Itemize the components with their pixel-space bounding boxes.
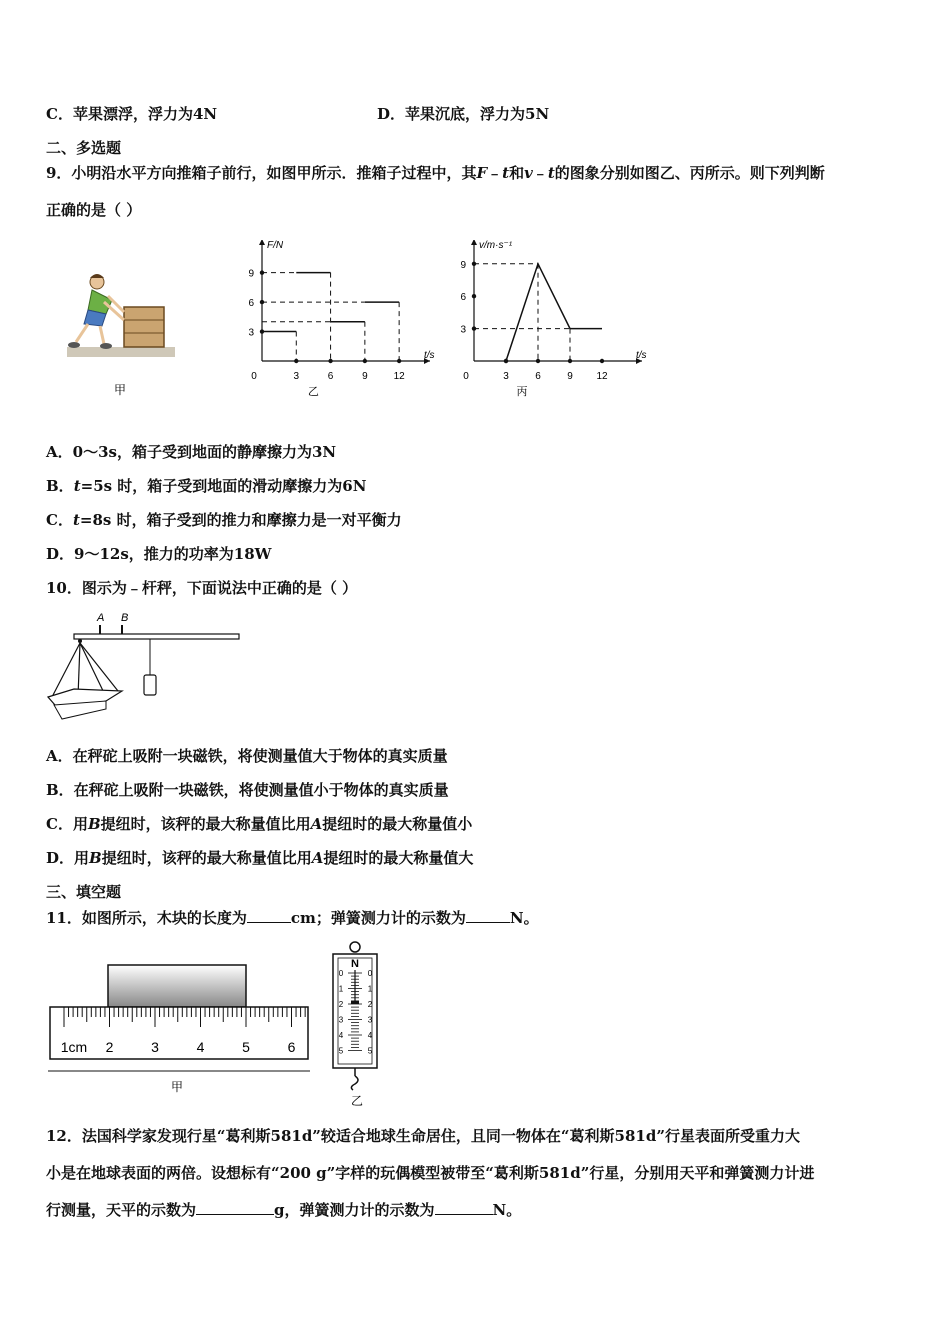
y-tick-label: 6 (248, 298, 254, 310)
x-tick-label: 12 (393, 371, 405, 382)
ruler (50, 1007, 308, 1059)
q9-stem-line1: 9．小明沿水平方向推箱子前行，如图甲所示．推箱子过程中，其F﹣t和v﹣t的图象分别如图乙、丙所示。则下列判断 (46, 164, 825, 182)
y-tick-label: 6 (460, 292, 466, 304)
q10-stem: 10．图示为﹣杆秤，下面说法中正确的是（ ） (46, 579, 358, 597)
scale-label-left: 3 (338, 1015, 344, 1025)
scale-label-left: 0 (338, 969, 344, 978)
scale-label-right: 2 (367, 1000, 373, 1009)
q10-option-d: D．用B提纽时，该秤的最大称量值比用A提纽时的最大称量值大 (46, 849, 474, 867)
ruler-label: 3 (151, 1039, 159, 1055)
x-tick-dot (328, 359, 332, 363)
v-t-graph (452, 240, 652, 405)
y-axis-label: v/m·s⁻¹ (479, 240, 513, 251)
section-heading-fill-blank: 三、填空题 (46, 883, 122, 901)
label-a: A (97, 612, 105, 624)
ruler-label: 5 (242, 1039, 250, 1055)
y-tick-label: 9 (460, 259, 466, 271)
x-tick-label: 9 (567, 371, 573, 382)
x-tick-label: 3 (503, 371, 509, 382)
boy-pushing-box-figure (62, 270, 182, 400)
q10-option-a: A．在秤砣上吸附一块磁铁，将使测量值大于物体的真实质量 (46, 747, 448, 765)
y-axis-arrow (259, 240, 265, 245)
x-tick-label: 6 (535, 371, 541, 382)
y-tick-label: 3 (248, 327, 254, 339)
start-point (504, 359, 508, 363)
q12-blank-spring-scale[interactable] (435, 1200, 493, 1215)
q11-blank-force[interactable] (466, 908, 510, 923)
x-tick-label: 3 (293, 371, 300, 382)
ruler-caption: 甲 (170, 1080, 184, 1094)
x-tick-label: 9 (362, 371, 368, 382)
counterweight (144, 675, 156, 695)
scale-label-right: 1 (367, 984, 373, 994)
section-heading-multiple-choice: 二、多选题 (46, 139, 122, 157)
steelyard-beam (74, 634, 239, 639)
x-axis-label: t/s (424, 350, 435, 361)
wooden-block (108, 965, 246, 1007)
q12-stem-line1: 12．法国科学家发现行星“葛利斯581d”较适合地球生命居住，且同一物体在“葛利斯581d”行星表面所受重力大 (46, 1127, 800, 1145)
y-axis-label: F/N (267, 240, 284, 251)
ruler-label: 4 (196, 1039, 205, 1055)
scale-label-right: 5 (367, 1046, 373, 1056)
f-t-graph (240, 240, 440, 405)
scale-label-right: 3 (367, 1015, 373, 1025)
ground (67, 347, 175, 357)
ruler-label: 6 (287, 1039, 296, 1055)
scale-label-left: 4 (338, 1031, 344, 1040)
q9-stem-line2: 正确的是（ ） (46, 201, 142, 219)
scale-ring (350, 942, 360, 952)
q9-option-a: A．0～3s，箱子受到地面的静摩擦力为3N (46, 443, 337, 461)
x-axis-label: t/s (636, 350, 647, 361)
scale-label-right: 0 (367, 969, 373, 978)
q11-stem: 11．如图所示，木块的长度为 cm；弹簧测力计的示数为 N。 (46, 909, 539, 927)
graph-caption: 乙 (307, 386, 319, 398)
scale-pointer (351, 1001, 359, 1004)
scale-hook (351, 1076, 358, 1090)
q12-stem-line2: 小是在地球表面的两倍。设想标有“200 g”字样的玩偶模型被带至“葛利斯581d”行星，分别用天平和弹簧测力计进 (46, 1164, 815, 1182)
q11-blank-length[interactable] (247, 908, 291, 923)
y-tick-label: 3 (460, 324, 466, 336)
y-tick-label: 9 (248, 268, 254, 280)
spring-scale-figure (328, 940, 384, 1110)
q8-option-c: C．苹果漂浮，浮力为4N (46, 105, 218, 123)
ruler-label: 2 (105, 1039, 114, 1055)
x-tick-label: 0 (251, 371, 257, 382)
boy-icon (68, 274, 124, 349)
q12-blank-balance[interactable] (196, 1200, 274, 1215)
scale-label-left: 2 (338, 1000, 344, 1009)
q8-option-d: D．苹果沉底，浮力为5N (377, 105, 550, 123)
label-b: B (121, 612, 129, 624)
q9-option-b: B．t=5s 时，箱子受到地面的滑动摩擦力为6N (46, 477, 367, 495)
graph-caption: 丙 (516, 386, 528, 398)
x-tick-dot (600, 359, 604, 363)
y-axis-arrow (471, 240, 477, 245)
scale-label-right: 4 (367, 1031, 373, 1040)
scale-label-left: 1 (338, 984, 344, 994)
scale-label-left: 5 (338, 1046, 344, 1056)
fig-jia-caption: 甲 (113, 383, 127, 397)
wooden-box (124, 307, 164, 347)
q12-stem-line3: 行测量，天平的示数为 g，弹簧测力计的示数为 N。 (46, 1201, 522, 1219)
ruler-label: 1cm (60, 1039, 88, 1055)
q9-option-c: C．t=8s 时，箱子受到的推力和摩擦力是一对平衡力 (46, 511, 402, 529)
steelyard-figure (44, 605, 244, 725)
q9-option-d: D．9～12s，推力的功率为18W (46, 545, 272, 563)
x-tick-dot (536, 359, 540, 363)
scale-unit: N (351, 958, 359, 970)
x-tick-label: 0 (463, 371, 469, 382)
x-tick-label: 6 (327, 371, 334, 382)
q10-option-b: B．在秤砣上吸附一块磁铁，将使测量值小于物体的真实质量 (46, 781, 449, 799)
x-tick-label: 12 (596, 371, 608, 382)
ruler-figure (44, 955, 314, 1100)
y-tick-dot (472, 294, 476, 298)
velocity-line (506, 264, 602, 361)
q10-option-c: C．用B提纽时，该秤的最大称量值比用A提纽时的最大称量值小 (46, 815, 473, 833)
scale-caption: 乙 (350, 1094, 364, 1108)
